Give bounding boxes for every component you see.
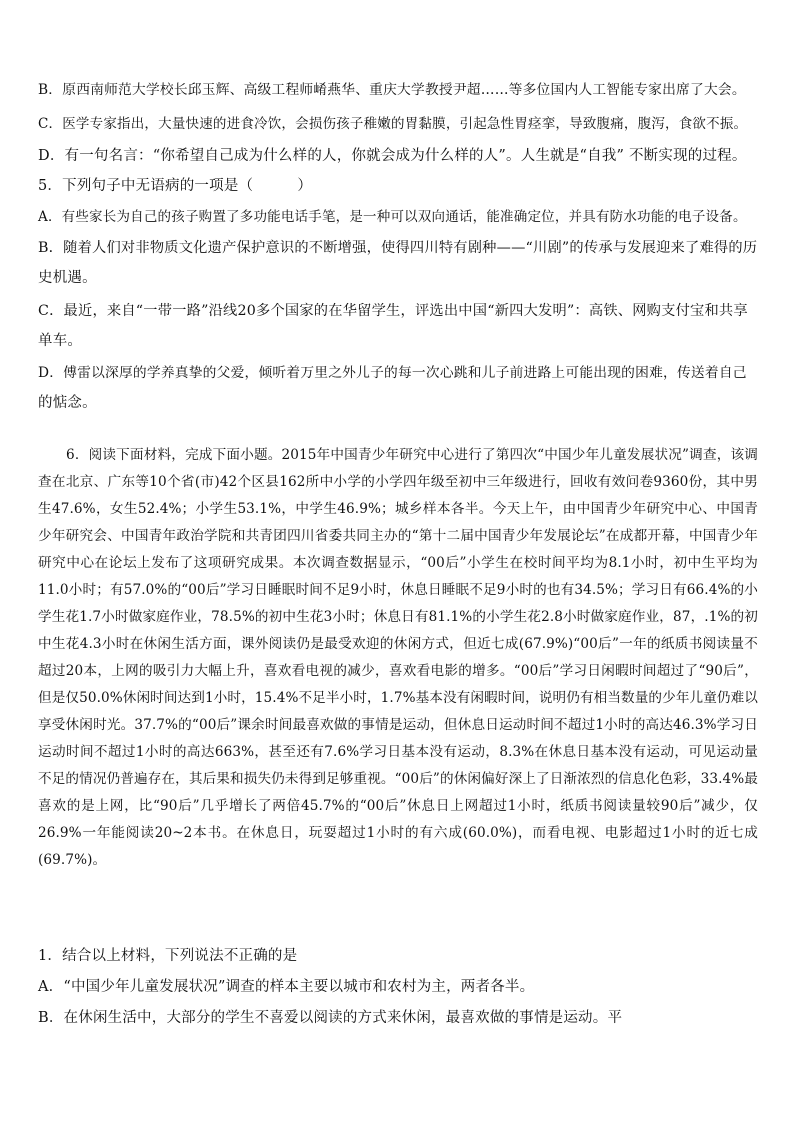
q5-option-c-line1: C．最近，来自“一带一路”沿线20多个国家的在华留学生，评选出中国“新四大发明”：高铁、网购支付宝和共享	[38, 303, 748, 319]
q5-option-d-line2: 的惦念。	[38, 395, 97, 411]
q5-option-d-line1: D．傅雷以深厚的学养真挚的父爱，倾听着万里之外儿子的每一次心跳和儿子前进路上可能出现的困难，传送着自己	[38, 365, 747, 381]
q6-passage-text: 6．阅读下面材料，完成下面小题。2015年中国青少年研究中心进行了第四次“中国少年儿童发展状况”调查，该调查在北京、广东等10个省(市)42个区县162所中小学的小学四年级至初中三年级进行，回收有效问卷9360份，其中男生47.6%，女生52.4%；小学生53.1%，中学生46.9%；城乡样本各半。今天上午，由中国青少年研究中心、中国青少年研究会、中国青年政治学院和共青团四川省委共同主办的“第十二届中国青少年发展论坛”在成都开幕，中国青少年研究中心在论坛上发布了这项研究成果。本次调查数据显示，“00后”小学生在校时间平均为8.1小时，初中生平均为11.0小时；有57.0%的“00后”学习日睡眠时间不足9小时，休息日睡眠不足9小时的也有34.5%；学习日有66.4%的小学生花1.7小时做家庭作业，78.5%的初中生花3小时；休息日有81.1%的小学生花2.8小时做家庭作业，87，.1%的初中生花4.3小时在休闲生活方面，课外阅读仍是最受欢迎的休闲方式，但近七成(67.9%)“00后”一年的纸质书阅读量不超过20本，上网的吸引力大幅上升，喜欢看电视的减少，喜欢看电影的增多。“00后”学习日闲暇时间超过了“90后”，但是仅50.0%休闲时间达到1小时，15.4%不足半小时，1.7%基本没有闲暇时间，说明仍有相当数量的少年儿童仍难以享受休闲时光。37.7%的“00后”课余时间最喜欢做的事情是运动，但休息日运动时间不超过1小时的高达46.3%学习日运动时间不超过1小时的高达663%，甚至还有7.6%学习日基本没有运动，8.3%在休息日基本没有运动，可见运动量不足的情况仍普遍存在，其后果和损失仍未得到足够重视。“00后”的休闲偏好深上了日渐浓烈的信息化色彩，33.4%最喜欢的是上网，比“90后”几乎增长了两倍45.7%的“00后”休息日上网超过1小时，纸质书阅读量较90后”减少，仅26.9%一年能阅读20~2本书。在休息日，玩耍超过1小时的有六成(60.0%)，而看电视、电影超过1小时的近七成(69.7%)。	[38, 447, 758, 868]
q4-option-b: B．原西南师范大学校长邱玉辉、高级工程师崤燕华、重庆大学教授尹超……等多位国内人工智能专家出席了大会。	[38, 82, 746, 98]
q5-option-b-line2: 史机遇。	[38, 270, 97, 286]
q4-option-d: D．有一句名言：“你希望自己成为什么样的人，你就会成为什么样的人”。人生就是“自我” 不断实现的过程。	[38, 148, 747, 164]
q5-stem: 5．下列句子中无语病的一项是（ ）	[38, 178, 313, 194]
q4-option-c: C．医学专家指出，大量快速的进食冷饮，会损伤孩子稚嫩的胃黏膜，引起急性胃痉挛，导致腹痛，腹泻，食欲不振。	[38, 116, 748, 132]
sub-question-1-option-b: B．在休闲生活中，大部分的学生不喜爱以阅读的方式来休闲，最喜欢做的事情是运动。平	[38, 1010, 623, 1026]
q5-option-c-line2: 单车。	[38, 333, 83, 349]
q6-passage	[38, 442, 758, 874]
sub-question-1-stem: 1．结合以上材料，下列说法不正确的是	[38, 948, 298, 964]
q5-option-b-line1: B．随着人们对非物质文化遗产保护意识的不断增强，使得四川特有剧种——“川剧”的传承与发展迎来了难得的历	[38, 240, 758, 256]
sub-question-1-option-a: A．“中国少年儿童发展状况”调查的样本主要以城市和农村为主，两者各半。	[38, 979, 535, 995]
q5-option-a: A．有些家长为自己的孩子购置了多功能电话手笔，是一种可以双向通话，能准确定位，并具有防水功能的电子设备。	[38, 209, 747, 225]
